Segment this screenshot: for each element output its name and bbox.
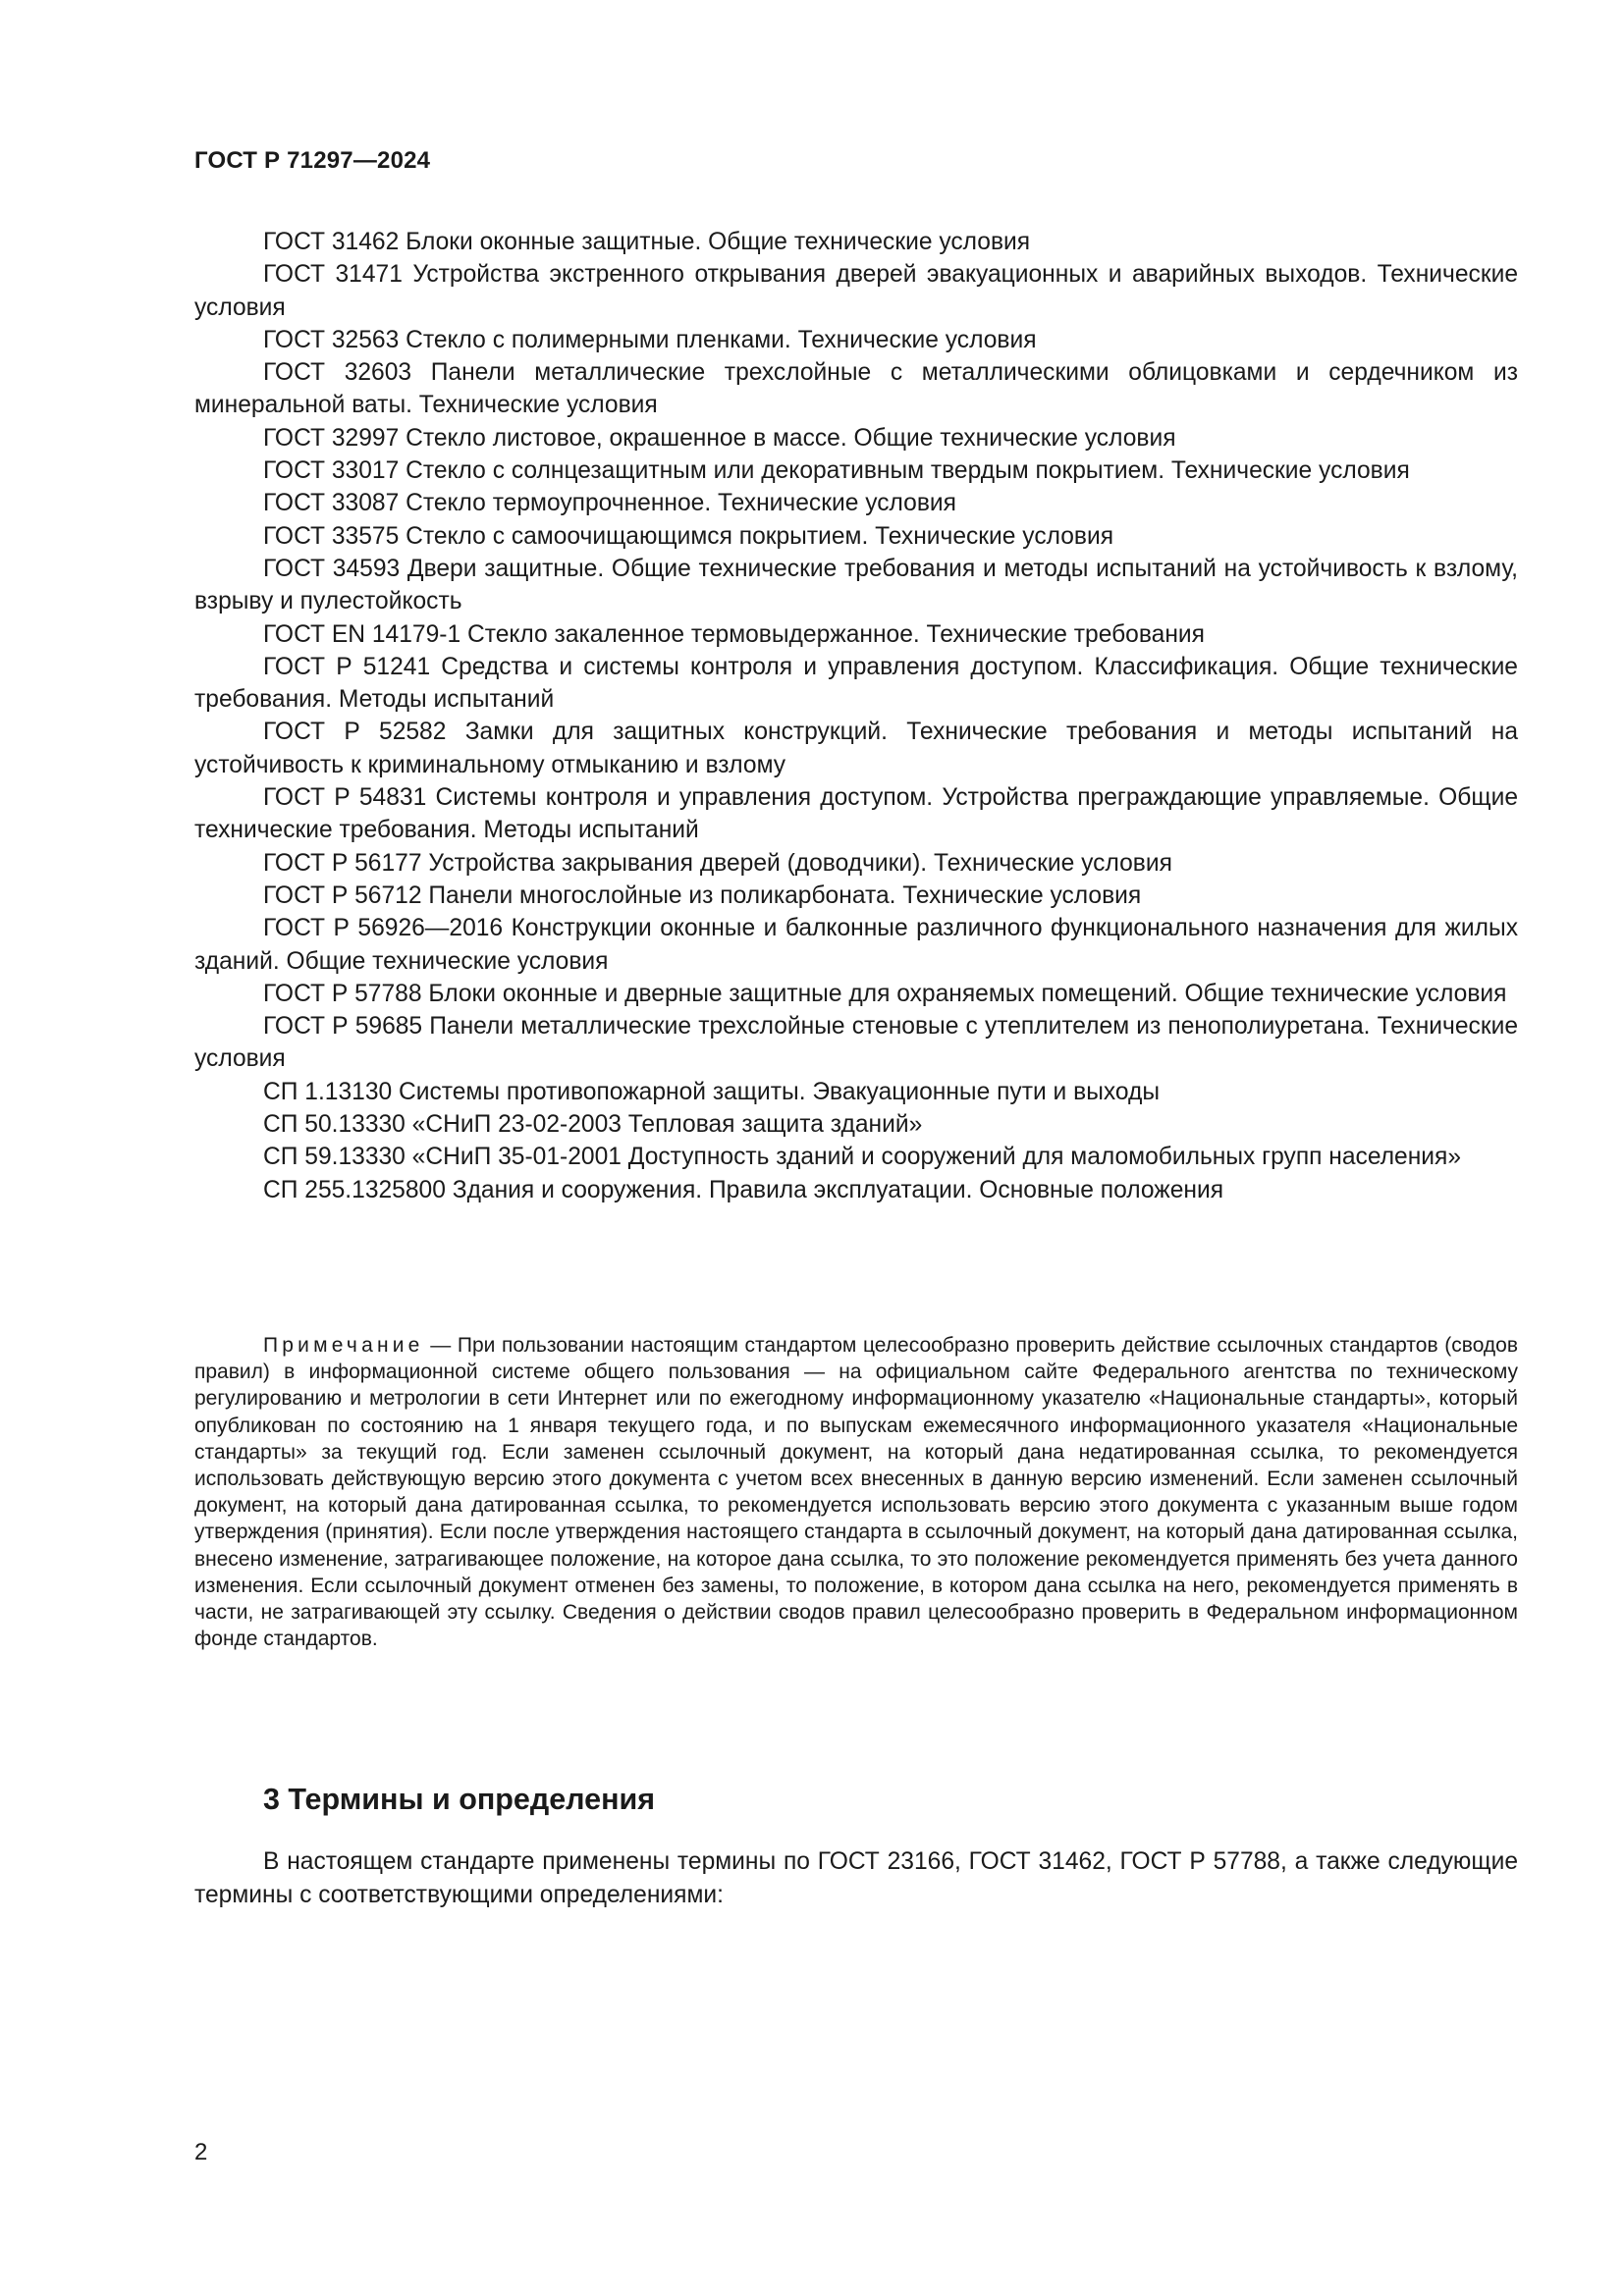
reference-item: ГОСТ Р 56712 Панели многослойные из поликарбоната. Технические условия	[263, 881, 1142, 909]
note-label: Примечание	[263, 1334, 424, 1357]
reference-item: ГОСТ Р 56926—2016 Конструкции оконные и балконные различного функционального назначения для жилых зданий. Общие технические условия	[194, 915, 1518, 975]
reference-item: ГОСТ Р 51241 Средства и системы контроля и управления доступом. Классификация. Общие технические требования. Методы испытаний	[194, 653, 1518, 714]
reference-item: ГОСТ 33017 Стекло с солнцезащитным или декоративным твердым покрытием. Технические условия	[263, 457, 1410, 485]
reference-item: ГОСТ 33087 Стекло термоупрочненное. Технические условия	[263, 490, 956, 517]
reference-item: ГОСТ 32997 Стекло листовое, окрашенное в массе. Общие технические условия	[263, 424, 1176, 452]
normative-references-list	[194, 226, 1518, 1206]
reference-item: ГОСТ Р 52582 Замки для защитных конструкций. Технические требования и методы испытаний на устойчивость к криминальному отмыканию и взлому	[194, 719, 1518, 778]
reference-item: ГОСТ 32563 Стекло с полимерными пленками. Технические условия	[263, 326, 1037, 353]
reference-item: ГОСТ EN 14179-1 Стекло закаленное термовыдержанное. Технические требования	[263, 620, 1205, 648]
section-title: 3 Термины и определения	[263, 1783, 656, 1816]
note-paragraph	[194, 1332, 1518, 1652]
reference-item: ГОСТ 33575 Стекло с самоочищающимся покрытием. Технические условия	[263, 522, 1114, 550]
reference-item: СП 1.13130 Системы противопожарной защиты. Эвакуационные пути и выходы	[263, 1078, 1161, 1105]
reference-item: ГОСТ 31471 Устройства экстренного открывания дверей эвакуационных и аварийных выходов. Технические условия	[194, 261, 1518, 321]
reference-item: СП 50.13330 «СНиП 23-02-2003 Тепловая защита зданий»	[263, 1111, 923, 1139]
reference-item: ГОСТ 34593 Двери защитные. Общие технические требования и методы испытаний на устойчивость к взлому, взрыву и пулестойкость	[194, 555, 1518, 615]
reference-item: ГОСТ 32603 Панели металлические трехслойные с металлическими облицовками и сердечником из минеральной ваты. Технические условия	[194, 359, 1518, 419]
page-header: ГОСТ Р 71297—2024	[194, 147, 431, 174]
page-number: 2	[194, 2139, 208, 2165]
reference-item: СП 255.1325800 Здания и сооружения. Правила эксплуатации. Основные положения	[263, 1176, 1224, 1203]
reference-item: СП 59.13330 «СНиП 35-01-2001 Доступность зданий и сооружений для маломобильных групп населения»	[263, 1144, 1462, 1171]
reference-item: ГОСТ Р 59685 Панели металлические трехслойные стеновые с утеплителем из пенополиуретана. Технические условия	[194, 1013, 1518, 1073]
reference-item: ГОСТ Р 57788 Блоки оконные и дверные защитные для охраняемых помещений. Общие технические условия	[263, 980, 1507, 1007]
reference-item: ГОСТ Р 54831 Системы контроля и управления доступом. Устройства преграждающие управляемые. Общие технические требования. Методы испытаний	[194, 784, 1518, 844]
reference-item: ГОСТ Р 56177 Устройства закрывания дверей (доводчики). Технические условия	[263, 849, 1172, 877]
section-intro-paragraph: В настоящем стандарте применены термины по ГОСТ 23166, ГОСТ 31462, ГОСТ Р 57788, а также следующие термины с соответствующими определениями:	[194, 1848, 1518, 1908]
reference-item: ГОСТ 31462 Блоки оконные защитные. Общие технические условия	[263, 229, 1031, 255]
note-text: — При пользовании настоящим стандартом целесообразно проверить действие ссылочных стандартов (сводов правил) в информационной системе общего пользования — на официальном сайте Федерального агентства по техническому регулированию и метрологии в сети Интернет или по ежегодному информационному указателю «Национальные стандарты», который опубликован по состоянию на 1 января текущего года, и по выпускам ежемесячного информационного указателя «Национальные стандарты» за текущий год. Если заменен ссылочный документ, на который дана недатированная ссылка, то рекомендуется использовать действующую версию этого документа с учетом всех внесенных в данную версию изменений. Если заменен ссылочный документ, на который дана датированная ссылка, то рекомендуется использовать версию этого документа с указанным выше годом утверждения (принятия). Если после утверждения настоящего стандарта в ссылочный документ, на который дана датированная ссылка, внесено изменение, затрагивающее положение, на которое дана ссылка, то это положение рекомендуется применять без учета данного изменения. Если ссылочный документ отменен без замены, то положение, в котором дана ссылка на него, рекомендуется применять в части, не затрагивающей эту ссылку. Сведения о действии сводов правил целесообразно проверить в Федеральном информационном фонде стандартов.	[194, 1334, 1518, 1651]
